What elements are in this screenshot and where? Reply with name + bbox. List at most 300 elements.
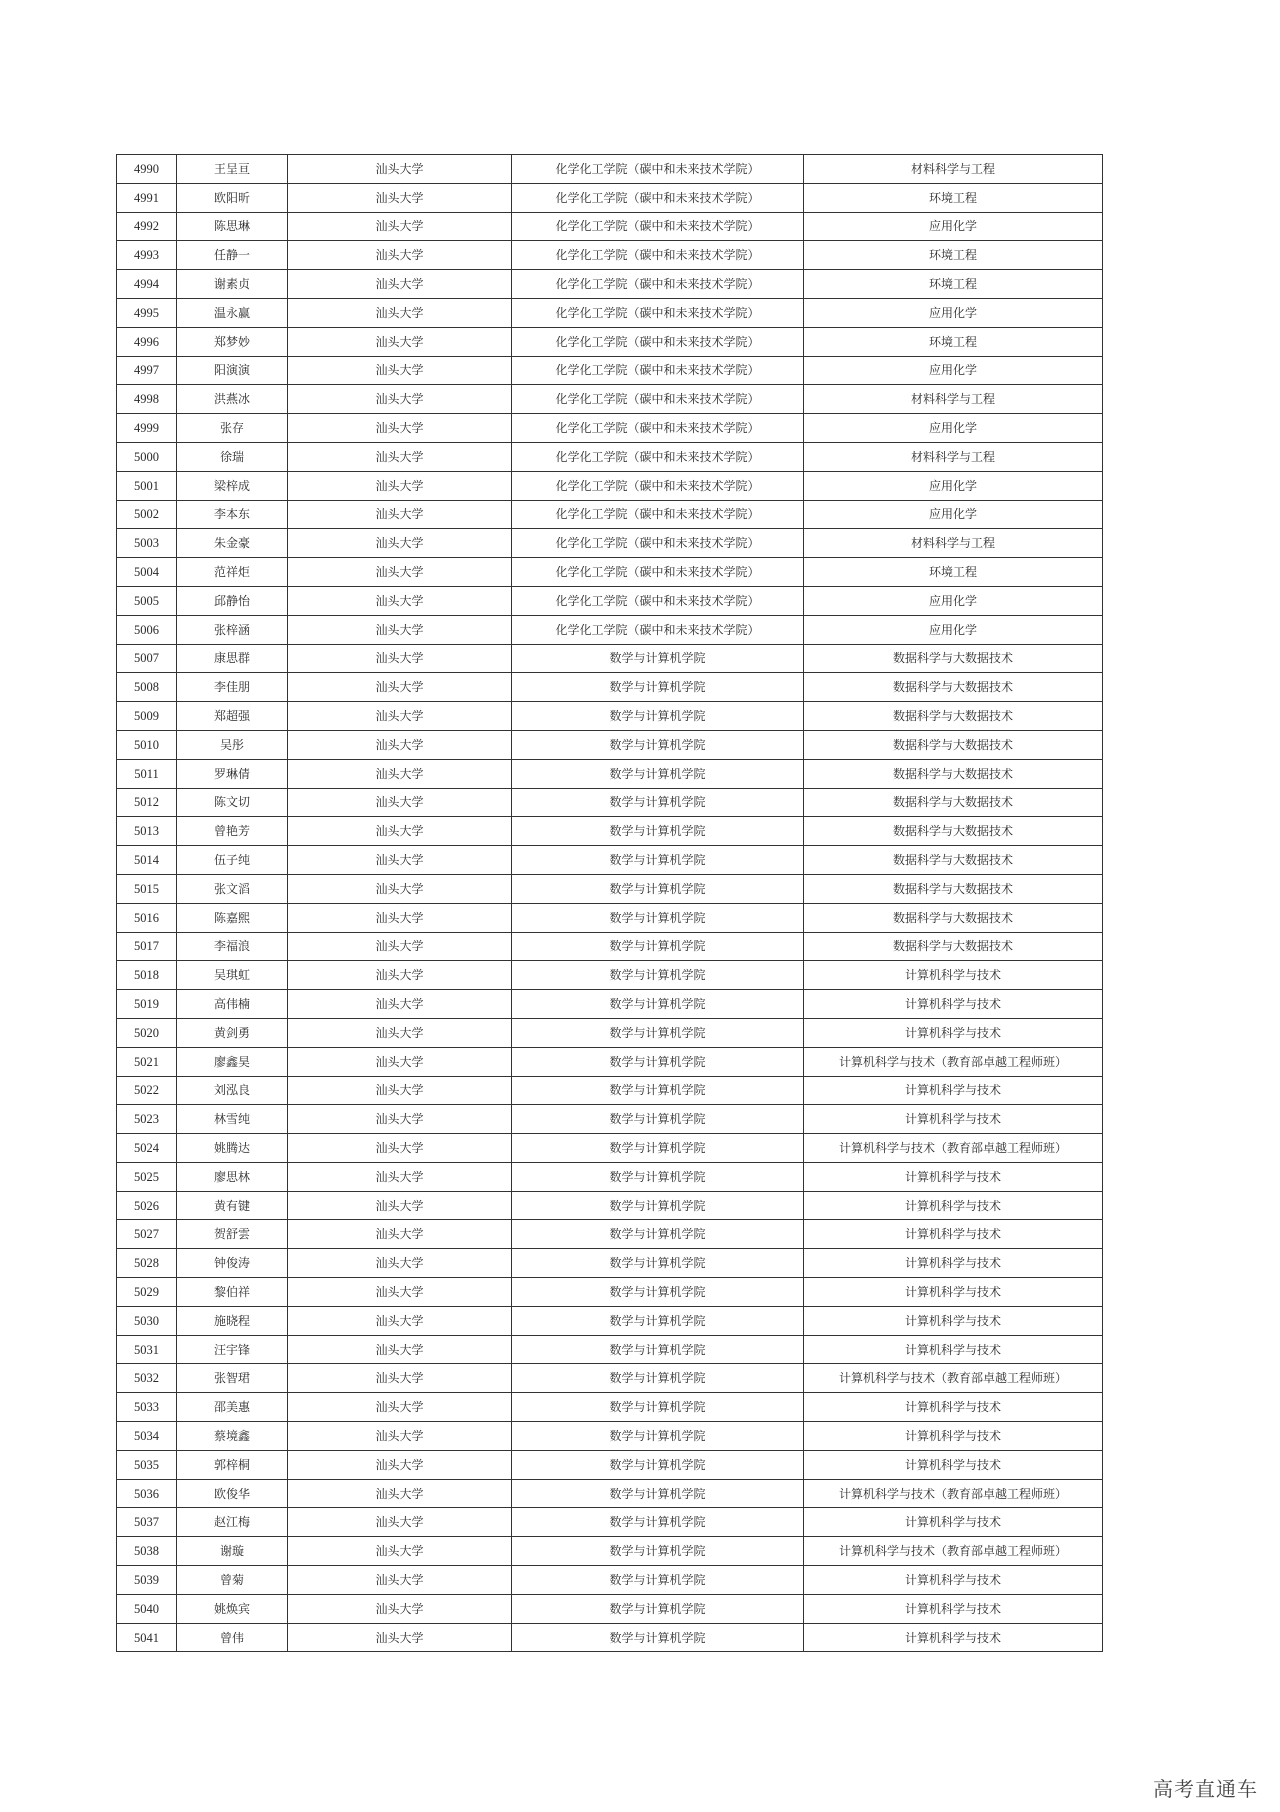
college-cell: 数学与计算机学院 — [512, 1479, 804, 1508]
university-cell: 汕头大学 — [288, 1364, 512, 1393]
student-name-cell: 郑超强 — [177, 702, 288, 731]
university-cell: 汕头大学 — [288, 356, 512, 385]
table-row — [117, 932, 1103, 961]
table-row — [117, 1134, 1103, 1163]
table-row — [117, 586, 1103, 615]
table-row — [117, 1191, 1103, 1220]
college-cell: 数学与计算机学院 — [512, 846, 804, 875]
major-cell: 数据科学与大数据技术 — [804, 874, 1103, 903]
row-number-cell: 5038 — [117, 1537, 177, 1566]
university-cell: 汕头大学 — [288, 730, 512, 759]
university-cell: 汕头大学 — [288, 1191, 512, 1220]
student-name-cell: 温永赢 — [177, 298, 288, 327]
university-cell: 汕头大学 — [288, 1220, 512, 1249]
table-row — [117, 615, 1103, 644]
college-cell: 数学与计算机学院 — [512, 1018, 804, 1047]
college-cell: 数学与计算机学院 — [512, 1105, 804, 1134]
university-cell: 汕头大学 — [288, 241, 512, 270]
roster-table-body — [117, 155, 1103, 1652]
row-number-cell: 5029 — [117, 1278, 177, 1307]
student-name-cell: 黎伯祥 — [177, 1278, 288, 1307]
student-name-cell: 郭梓桐 — [177, 1450, 288, 1479]
major-cell: 数据科学与大数据技术 — [804, 673, 1103, 702]
row-number-cell: 5031 — [117, 1335, 177, 1364]
college-cell: 数学与计算机学院 — [512, 1306, 804, 1335]
table-row — [117, 673, 1103, 702]
student-name-cell: 曾菊 — [177, 1566, 288, 1595]
college-cell: 数学与计算机学院 — [512, 702, 804, 731]
university-cell: 汕头大学 — [288, 442, 512, 471]
university-cell: 汕头大学 — [288, 903, 512, 932]
table-row — [117, 961, 1103, 990]
university-cell: 汕头大学 — [288, 183, 512, 212]
row-number-cell: 5010 — [117, 730, 177, 759]
major-cell: 计算机科学与技术 — [804, 1076, 1103, 1105]
table-row — [117, 442, 1103, 471]
major-cell: 材料科学与工程 — [804, 385, 1103, 414]
student-name-cell: 汪宇锋 — [177, 1335, 288, 1364]
university-cell: 汕头大学 — [288, 1508, 512, 1537]
student-name-cell: 欧阳昕 — [177, 183, 288, 212]
student-name-cell: 郑梦妙 — [177, 327, 288, 356]
college-cell: 数学与计算机学院 — [512, 1134, 804, 1163]
row-number-cell: 5016 — [117, 903, 177, 932]
university-cell: 汕头大学 — [288, 846, 512, 875]
student-name-cell: 洪燕冰 — [177, 385, 288, 414]
college-cell: 化学化工学院（碳中和未来技术学院） — [512, 298, 804, 327]
row-number-cell: 5000 — [117, 442, 177, 471]
row-number-cell: 5019 — [117, 990, 177, 1019]
table-row — [117, 1508, 1103, 1537]
table-row — [117, 817, 1103, 846]
table-row — [117, 1335, 1103, 1364]
row-number-cell: 5030 — [117, 1306, 177, 1335]
college-cell: 数学与计算机学院 — [512, 1508, 804, 1537]
table-row — [117, 759, 1103, 788]
table-row — [117, 1450, 1103, 1479]
table-row — [117, 1249, 1103, 1278]
row-number-cell: 5015 — [117, 874, 177, 903]
student-name-cell: 姚焕宾 — [177, 1594, 288, 1623]
major-cell: 计算机科学与技术 — [804, 1508, 1103, 1537]
university-cell: 汕头大学 — [288, 212, 512, 241]
college-cell: 数学与计算机学院 — [512, 1623, 804, 1652]
college-cell: 数学与计算机学院 — [512, 961, 804, 990]
student-name-cell: 刘泓良 — [177, 1076, 288, 1105]
table-row — [117, 1364, 1103, 1393]
major-cell: 计算机科学与技术 — [804, 1623, 1103, 1652]
table-row — [117, 356, 1103, 385]
table-row — [117, 1393, 1103, 1422]
student-name-cell: 陈思琳 — [177, 212, 288, 241]
row-number-cell: 5026 — [117, 1191, 177, 1220]
row-number-cell: 4991 — [117, 183, 177, 212]
row-number-cell: 5027 — [117, 1220, 177, 1249]
row-number-cell: 5001 — [117, 471, 177, 500]
major-cell: 计算机科学与技术 — [804, 1220, 1103, 1249]
major-cell: 材料科学与工程 — [804, 442, 1103, 471]
college-cell: 数学与计算机学院 — [512, 1191, 804, 1220]
student-name-cell: 张梓涵 — [177, 615, 288, 644]
university-cell: 汕头大学 — [288, 500, 512, 529]
row-number-cell: 5003 — [117, 529, 177, 558]
major-cell: 数据科学与大数据技术 — [804, 702, 1103, 731]
student-name-cell: 廖鑫昊 — [177, 1047, 288, 1076]
college-cell: 化学化工学院（碳中和未来技术学院） — [512, 500, 804, 529]
university-cell: 汕头大学 — [288, 1047, 512, 1076]
university-cell: 汕头大学 — [288, 471, 512, 500]
college-cell: 化学化工学院（碳中和未来技术学院） — [512, 615, 804, 644]
row-number-cell: 5012 — [117, 788, 177, 817]
row-number-cell: 4998 — [117, 385, 177, 414]
major-cell: 应用化学 — [804, 615, 1103, 644]
row-number-cell: 5002 — [117, 500, 177, 529]
table-row — [117, 414, 1103, 443]
student-name-cell: 曾艳芳 — [177, 817, 288, 846]
student-name-cell: 陈嘉熙 — [177, 903, 288, 932]
college-cell: 数学与计算机学院 — [512, 990, 804, 1019]
row-number-cell: 5018 — [117, 961, 177, 990]
college-cell: 数学与计算机学院 — [512, 903, 804, 932]
table-row — [117, 1537, 1103, 1566]
major-cell: 计算机科学与技术 — [804, 1393, 1103, 1422]
student-name-cell: 伍子纯 — [177, 846, 288, 875]
university-cell: 汕头大学 — [288, 874, 512, 903]
college-cell: 化学化工学院（碳中和未来技术学院） — [512, 155, 804, 184]
college-cell: 化学化工学院（碳中和未来技术学院） — [512, 471, 804, 500]
student-name-cell: 王呈亘 — [177, 155, 288, 184]
college-cell: 化学化工学院（碳中和未来技术学院） — [512, 212, 804, 241]
university-cell: 汕头大学 — [288, 1422, 512, 1451]
major-cell: 应用化学 — [804, 586, 1103, 615]
row-number-cell: 4999 — [117, 414, 177, 443]
college-cell: 数学与计算机学院 — [512, 1162, 804, 1191]
university-cell: 汕头大学 — [288, 1393, 512, 1422]
table-row — [117, 270, 1103, 299]
college-cell: 化学化工学院（碳中和未来技术学院） — [512, 529, 804, 558]
row-number-cell: 5009 — [117, 702, 177, 731]
university-cell: 汕头大学 — [288, 1566, 512, 1595]
row-number-cell: 5017 — [117, 932, 177, 961]
table-row — [117, 1047, 1103, 1076]
table-row — [117, 1278, 1103, 1307]
table-row — [117, 644, 1103, 673]
table-row — [117, 1105, 1103, 1134]
university-cell: 汕头大学 — [288, 1335, 512, 1364]
student-name-cell: 罗琳倩 — [177, 759, 288, 788]
table-row — [117, 500, 1103, 529]
student-name-cell: 施晓程 — [177, 1306, 288, 1335]
student-name-cell: 陈文切 — [177, 788, 288, 817]
student-name-cell: 贺舒雲 — [177, 1220, 288, 1249]
major-cell: 数据科学与大数据技术 — [804, 788, 1103, 817]
college-cell: 数学与计算机学院 — [512, 874, 804, 903]
table-row — [117, 1162, 1103, 1191]
student-name-cell: 赵江梅 — [177, 1508, 288, 1537]
major-cell: 计算机科学与技术 — [804, 1249, 1103, 1278]
row-number-cell: 5004 — [117, 558, 177, 587]
university-cell: 汕头大学 — [288, 1594, 512, 1623]
major-cell: 计算机科学与技术 — [804, 1162, 1103, 1191]
university-cell: 汕头大学 — [288, 990, 512, 1019]
college-cell: 数学与计算机学院 — [512, 759, 804, 788]
university-cell: 汕头大学 — [288, 817, 512, 846]
student-name-cell: 李本东 — [177, 500, 288, 529]
table-row — [117, 1479, 1103, 1508]
student-name-cell: 吴琪虹 — [177, 961, 288, 990]
student-name-cell: 蔡境鑫 — [177, 1422, 288, 1451]
student-name-cell: 曾伟 — [177, 1623, 288, 1652]
student-name-cell: 黄有键 — [177, 1191, 288, 1220]
student-name-cell: 谢素贞 — [177, 270, 288, 299]
table-row — [117, 241, 1103, 270]
college-cell: 化学化工学院（碳中和未来技术学院） — [512, 327, 804, 356]
college-cell: 数学与计算机学院 — [512, 644, 804, 673]
university-cell: 汕头大学 — [288, 961, 512, 990]
college-cell: 化学化工学院（碳中和未来技术学院） — [512, 241, 804, 270]
college-cell: 数学与计算机学院 — [512, 730, 804, 759]
major-cell: 计算机科学与技术 — [804, 1105, 1103, 1134]
major-cell: 数据科学与大数据技术 — [804, 759, 1103, 788]
major-cell: 计算机科学与技术 — [804, 1450, 1103, 1479]
university-cell: 汕头大学 — [288, 788, 512, 817]
university-cell: 汕头大学 — [288, 673, 512, 702]
table-row — [117, 1076, 1103, 1105]
table-row — [117, 1018, 1103, 1047]
row-number-cell: 5025 — [117, 1162, 177, 1191]
major-cell: 应用化学 — [804, 298, 1103, 327]
row-number-cell: 4997 — [117, 356, 177, 385]
table-row — [117, 1422, 1103, 1451]
major-cell: 材料科学与工程 — [804, 155, 1103, 184]
university-cell: 汕头大学 — [288, 529, 512, 558]
table-row — [117, 212, 1103, 241]
major-cell: 计算机科学与技术（教育部卓越工程师班） — [804, 1537, 1103, 1566]
college-cell: 数学与计算机学院 — [512, 1566, 804, 1595]
university-cell: 汕头大学 — [288, 586, 512, 615]
table-row — [117, 702, 1103, 731]
college-cell: 数学与计算机学院 — [512, 932, 804, 961]
university-cell: 汕头大学 — [288, 1018, 512, 1047]
college-cell: 化学化工学院（碳中和未来技术学院） — [512, 586, 804, 615]
major-cell: 应用化学 — [804, 212, 1103, 241]
student-name-cell: 李佳朋 — [177, 673, 288, 702]
table-row — [117, 1566, 1103, 1595]
university-cell: 汕头大学 — [288, 1623, 512, 1652]
student-name-cell: 邵美惠 — [177, 1393, 288, 1422]
row-number-cell: 5014 — [117, 846, 177, 875]
major-cell: 计算机科学与技术 — [804, 1018, 1103, 1047]
university-cell: 汕头大学 — [288, 155, 512, 184]
college-cell: 数学与计算机学院 — [512, 788, 804, 817]
college-cell: 数学与计算机学院 — [512, 1422, 804, 1451]
row-number-cell: 4990 — [117, 155, 177, 184]
major-cell: 计算机科学与技术（教育部卓越工程师班） — [804, 1134, 1103, 1163]
college-cell: 数学与计算机学院 — [512, 1537, 804, 1566]
row-number-cell: 5034 — [117, 1422, 177, 1451]
college-cell: 化学化工学院（碳中和未来技术学院） — [512, 385, 804, 414]
college-cell: 化学化工学院（碳中和未来技术学院） — [512, 414, 804, 443]
college-cell: 数学与计算机学院 — [512, 1335, 804, 1364]
row-number-cell: 5028 — [117, 1249, 177, 1278]
student-name-cell: 姚腾达 — [177, 1134, 288, 1163]
university-cell: 汕头大学 — [288, 759, 512, 788]
row-number-cell: 5035 — [117, 1450, 177, 1479]
student-name-cell: 阳演演 — [177, 356, 288, 385]
college-cell: 数学与计算机学院 — [512, 1220, 804, 1249]
major-cell: 数据科学与大数据技术 — [804, 846, 1103, 875]
major-cell: 应用化学 — [804, 414, 1103, 443]
watermark-text: 高考直通车 — [1153, 1777, 1258, 1801]
table-row — [117, 327, 1103, 356]
row-number-cell: 4996 — [117, 327, 177, 356]
major-cell: 计算机科学与技术 — [804, 1278, 1103, 1307]
major-cell: 计算机科学与技术 — [804, 990, 1103, 1019]
row-number-cell: 5011 — [117, 759, 177, 788]
row-number-cell: 5007 — [117, 644, 177, 673]
student-name-cell: 朱金豪 — [177, 529, 288, 558]
student-name-cell: 欧俊华 — [177, 1479, 288, 1508]
major-cell: 环境工程 — [804, 183, 1103, 212]
major-cell: 计算机科学与技术 — [804, 1422, 1103, 1451]
major-cell: 应用化学 — [804, 356, 1103, 385]
row-number-cell: 5006 — [117, 615, 177, 644]
table-row — [117, 990, 1103, 1019]
university-cell: 汕头大学 — [288, 1076, 512, 1105]
college-cell: 数学与计算机学院 — [512, 817, 804, 846]
college-cell: 数学与计算机学院 — [512, 1364, 804, 1393]
row-number-cell: 5022 — [117, 1076, 177, 1105]
major-cell: 计算机科学与技术 — [804, 1306, 1103, 1335]
table-row — [117, 846, 1103, 875]
university-cell: 汕头大学 — [288, 1249, 512, 1278]
student-name-cell: 范祥炬 — [177, 558, 288, 587]
university-cell: 汕头大学 — [288, 270, 512, 299]
university-cell: 汕头大学 — [288, 298, 512, 327]
table-row — [117, 788, 1103, 817]
major-cell: 数据科学与大数据技术 — [804, 903, 1103, 932]
university-cell: 汕头大学 — [288, 1450, 512, 1479]
college-cell: 化学化工学院（碳中和未来技术学院） — [512, 183, 804, 212]
university-cell: 汕头大学 — [288, 1306, 512, 1335]
college-cell: 化学化工学院（碳中和未来技术学院） — [512, 558, 804, 587]
university-cell: 汕头大学 — [288, 385, 512, 414]
university-cell: 汕头大学 — [288, 1278, 512, 1307]
student-name-cell: 张存 — [177, 414, 288, 443]
student-name-cell: 徐瑞 — [177, 442, 288, 471]
major-cell: 数据科学与大数据技术 — [804, 817, 1103, 846]
row-number-cell: 4993 — [117, 241, 177, 270]
student-name-cell: 梁梓成 — [177, 471, 288, 500]
student-name-cell: 高伟楠 — [177, 990, 288, 1019]
table-row — [117, 385, 1103, 414]
major-cell: 计算机科学与技术（教育部卓越工程师班） — [804, 1479, 1103, 1508]
row-number-cell: 5023 — [117, 1105, 177, 1134]
table-row — [117, 1220, 1103, 1249]
college-cell: 数学与计算机学院 — [512, 1047, 804, 1076]
university-cell: 汕头大学 — [288, 644, 512, 673]
row-number-cell: 5021 — [117, 1047, 177, 1076]
major-cell: 计算机科学与技术 — [804, 961, 1103, 990]
major-cell: 计算机科学与技术 — [804, 1566, 1103, 1595]
major-cell: 环境工程 — [804, 558, 1103, 587]
table-row — [117, 298, 1103, 327]
university-cell: 汕头大学 — [288, 558, 512, 587]
row-number-cell: 5008 — [117, 673, 177, 702]
table-row — [117, 1623, 1103, 1652]
table-row — [117, 471, 1103, 500]
row-number-cell: 5033 — [117, 1393, 177, 1422]
university-cell: 汕头大学 — [288, 1105, 512, 1134]
major-cell: 计算机科学与技术（教育部卓越工程师班） — [804, 1047, 1103, 1076]
roster-table-container — [116, 154, 1102, 1652]
table-row — [117, 1594, 1103, 1623]
university-cell: 汕头大学 — [288, 1537, 512, 1566]
major-cell: 材料科学与工程 — [804, 529, 1103, 558]
row-number-cell: 5013 — [117, 817, 177, 846]
university-cell: 汕头大学 — [288, 1134, 512, 1163]
student-name-cell: 黄剑勇 — [177, 1018, 288, 1047]
university-cell: 汕头大学 — [288, 932, 512, 961]
major-cell: 应用化学 — [804, 471, 1103, 500]
table-row — [117, 874, 1103, 903]
student-name-cell: 钟俊涛 — [177, 1249, 288, 1278]
student-name-cell: 谢璇 — [177, 1537, 288, 1566]
student-name-cell: 吴彤 — [177, 730, 288, 759]
major-cell: 计算机科学与技术 — [804, 1594, 1103, 1623]
college-cell: 化学化工学院（碳中和未来技术学院） — [512, 356, 804, 385]
college-cell: 数学与计算机学院 — [512, 673, 804, 702]
row-number-cell: 5032 — [117, 1364, 177, 1393]
university-cell: 汕头大学 — [288, 414, 512, 443]
major-cell: 数据科学与大数据技术 — [804, 932, 1103, 961]
college-cell: 数学与计算机学院 — [512, 1278, 804, 1307]
table-row — [117, 903, 1103, 932]
table-row — [117, 155, 1103, 184]
major-cell: 环境工程 — [804, 270, 1103, 299]
major-cell: 计算机科学与技术 — [804, 1335, 1103, 1364]
table-row — [117, 558, 1103, 587]
college-cell: 数学与计算机学院 — [512, 1393, 804, 1422]
college-cell: 化学化工学院（碳中和未来技术学院） — [512, 442, 804, 471]
row-number-cell: 5005 — [117, 586, 177, 615]
college-cell: 数学与计算机学院 — [512, 1076, 804, 1105]
university-cell: 汕头大学 — [288, 327, 512, 356]
row-number-cell: 5036 — [117, 1479, 177, 1508]
university-cell: 汕头大学 — [288, 1479, 512, 1508]
student-name-cell: 邱静怡 — [177, 586, 288, 615]
table-row — [117, 183, 1103, 212]
row-number-cell: 5037 — [117, 1508, 177, 1537]
row-number-cell: 5040 — [117, 1594, 177, 1623]
major-cell: 环境工程 — [804, 327, 1103, 356]
college-cell: 数学与计算机学院 — [512, 1450, 804, 1479]
row-number-cell: 4994 — [117, 270, 177, 299]
major-cell: 环境工程 — [804, 241, 1103, 270]
row-number-cell: 4992 — [117, 212, 177, 241]
student-name-cell: 林雪纯 — [177, 1105, 288, 1134]
major-cell: 数据科学与大数据技术 — [804, 644, 1103, 673]
row-number-cell: 5020 — [117, 1018, 177, 1047]
student-name-cell: 张智珺 — [177, 1364, 288, 1393]
table-row — [117, 1306, 1103, 1335]
roster-table — [116, 154, 1103, 1652]
student-name-cell: 康思群 — [177, 644, 288, 673]
table-row — [117, 730, 1103, 759]
student-name-cell: 李福浪 — [177, 932, 288, 961]
major-cell: 计算机科学与技术（教育部卓越工程师班） — [804, 1364, 1103, 1393]
major-cell: 应用化学 — [804, 500, 1103, 529]
